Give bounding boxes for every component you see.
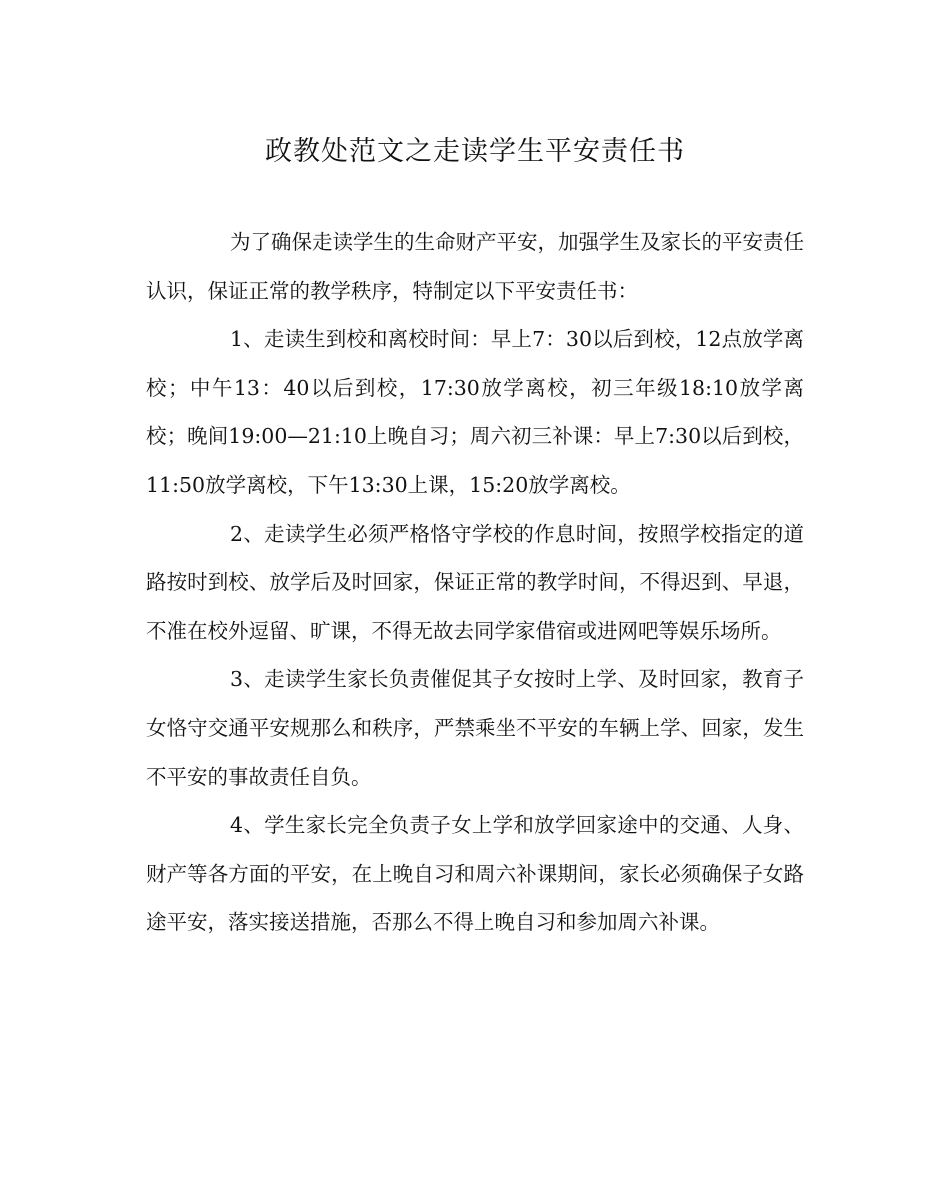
paragraph-item-2: 2、走读学生必须严格恪守学校的作息时间，按照学校指定的道路按时到校、放学后及时回家，保证正常的教学时间，不得迟到、早退，不准在校外逗留、旷课，不得无故去同学家借宿或进网吧等娱乐场所。 xyxy=(146,521,804,643)
paragraph-item-4: 4、学生家长完全负责子女上学和放学回家途中的交通、人身、财产等各方面的平安，在上晚自习和周六补课期间，家长必须确保子女路途平安，落实接送措施，否那么不得上晚自习和参加周六补课。 xyxy=(146,813,804,935)
document-body xyxy=(146,218,804,947)
paragraph-item-1: 1、走读生到校和离校时间：早上7：30以后到校，12点放学离校；中午13：40以后到校，17:30放学离校，初三年级18:10放学离校；晚间19:00—21:10上晚自习；周六初三补课：早上7:30以后到校，11:50放学离校，下午13:30上课，15:20放学离校。 xyxy=(146,327,804,497)
document-title: 政教处范文之走读学生平安责任书 xyxy=(265,136,685,167)
paragraph-intro: 为了确保走读学生的生命财产平安，加强学生及家长的平安责任认识，保证正常的教学秩序，特制定以下平安责任书： xyxy=(146,230,804,303)
paragraph-item-3: 3、走读学生家长负责催促其子女按时上学、及时回家，教育子女恪守交通平安规那么和秩序，严禁乘坐不平安的车辆上学、回家，发生不平安的事故责任自负。 xyxy=(146,667,804,789)
